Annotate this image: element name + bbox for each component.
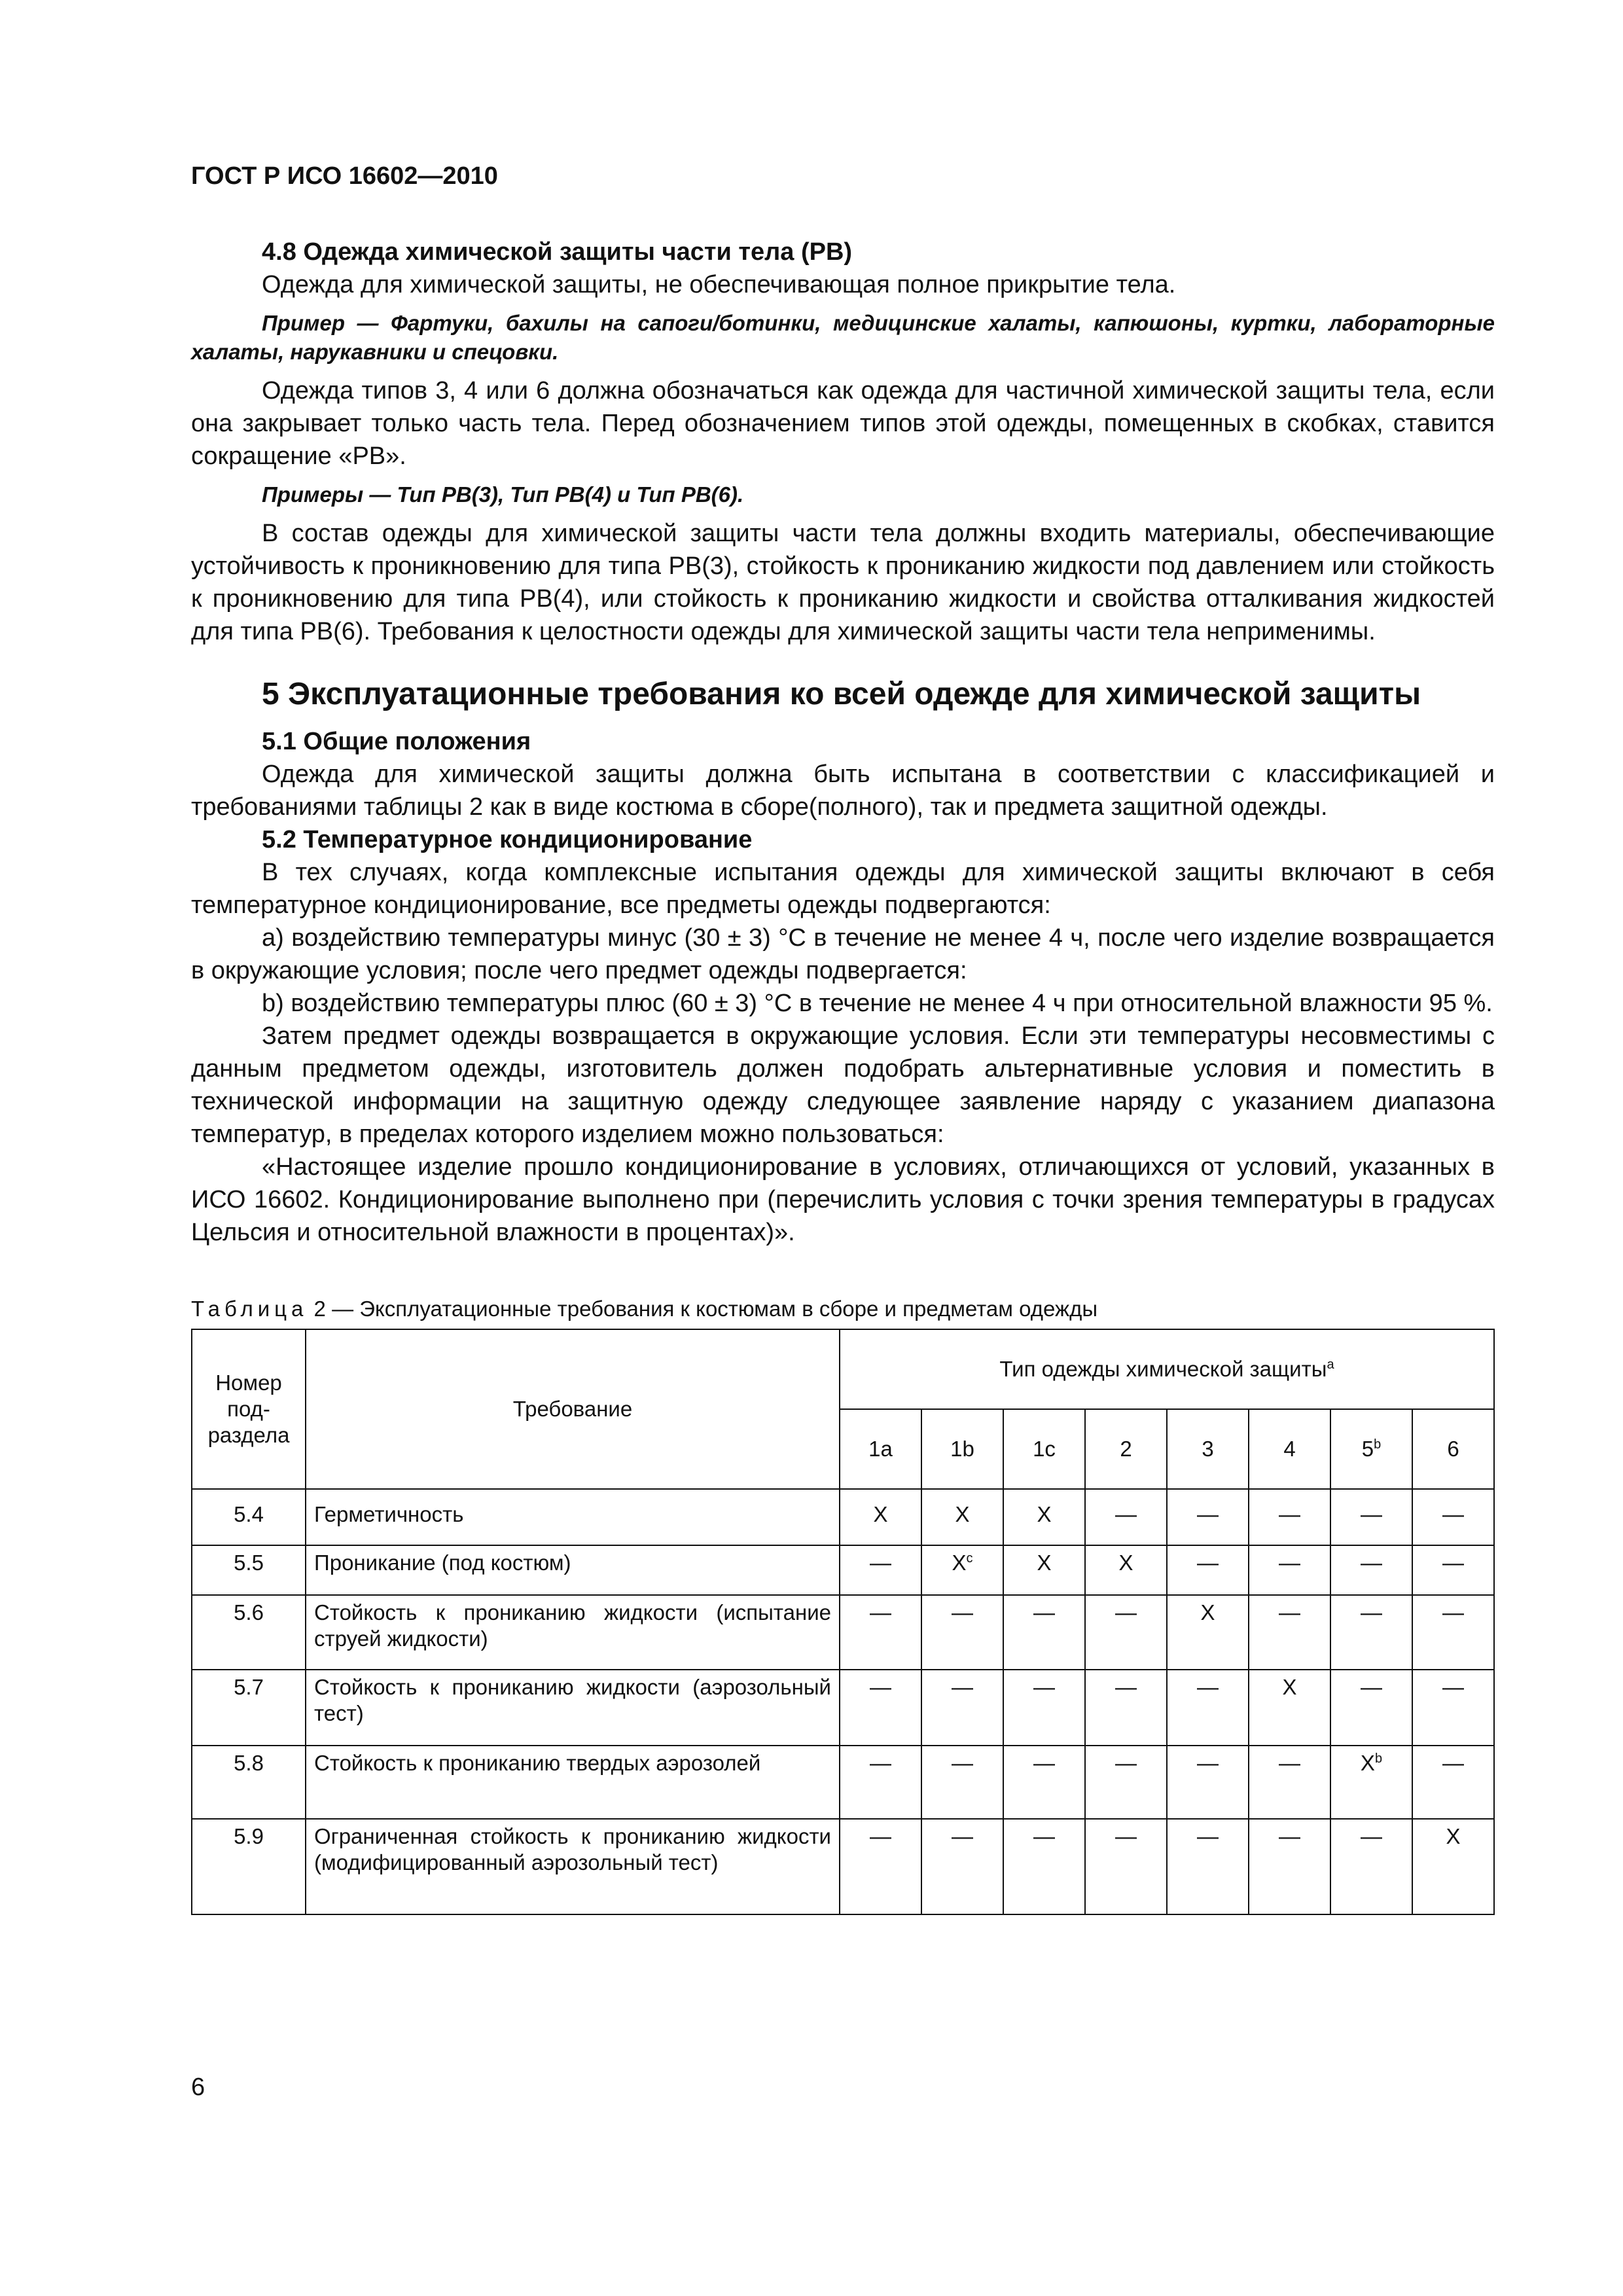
row-requirement: Герметичность: [306, 1489, 840, 1545]
type-mark: —: [1412, 1670, 1494, 1746]
page-number: 6: [191, 2073, 205, 2101]
type-mark: —: [921, 1670, 1003, 1746]
requirements-table: [191, 1329, 1495, 1915]
type-header: 1b: [921, 1409, 1003, 1489]
type-mark: —: [1249, 1746, 1330, 1819]
type-mark: —: [1003, 1746, 1085, 1819]
type-mark: X: [1085, 1545, 1167, 1595]
column-header-type-label: Тип одежды химической защиты: [999, 1357, 1327, 1381]
row-requirement: Стойкость к прониканию твердых аэрозолей: [306, 1746, 840, 1819]
type-mark: —: [1085, 1595, 1167, 1670]
type-mark: —: [1003, 1670, 1085, 1746]
type-mark: —: [1167, 1489, 1249, 1545]
type-mark: —: [1249, 1545, 1330, 1595]
type-mark-value: X: [1360, 1751, 1375, 1775]
footnote-marker: a: [1327, 1357, 1334, 1372]
type-mark: —: [1167, 1746, 1249, 1819]
row-number: 5.6: [192, 1595, 306, 1670]
type-mark: X: [840, 1489, 921, 1545]
column-header-type: [840, 1329, 1494, 1409]
type-header: 1c: [1003, 1409, 1085, 1489]
type-mark: —: [921, 1819, 1003, 1914]
table-caption: [191, 1295, 1495, 1323]
row-requirement: Стойкость к прониканию жидкости (испытание струей жидкости): [306, 1595, 840, 1670]
section-4-8-paragraph-3: В состав одежды для химической защиты части тела должны входить материалы, обеспечивающие устойчивость к проникновению для типа PB(3), стойкость к проникaнию жидкости под давлением или стойкость к проникновению для типа PB(4), или стойкость к проникaнию жидкости и свойства отталкивания жидкостей для типа PB(6). Требования к целостности одежды для химической защиты части тела неприменимы.: [191, 520, 1495, 645]
column-header-requirement: Требование: [306, 1329, 840, 1489]
type-mark: —: [840, 1545, 921, 1595]
type-mark: —: [1412, 1489, 1494, 1545]
type-mark: —: [921, 1595, 1003, 1670]
type-mark: —: [1330, 1489, 1412, 1545]
type-mark: —: [1249, 1819, 1330, 1914]
type-mark: X: [1003, 1489, 1085, 1545]
section-5-2-paragraph-3: «Настоящее изделие прошло кондиционирование в условиях, отличающихся от условий, указанных в ИСО 16602. Кондиционирование выполнено при (перечислить условия с точки зрения температуры в градусах Цельсия и относительной влажности в процентах)».: [191, 1153, 1495, 1246]
type-mark: —: [1085, 1670, 1167, 1746]
table-row: [192, 1819, 1494, 1914]
type-mark: —: [1330, 1545, 1412, 1595]
type-mark: X: [1412, 1819, 1494, 1914]
row-number: 5.5: [192, 1545, 306, 1595]
type-mark: —: [1330, 1595, 1412, 1670]
type-mark: —: [1249, 1595, 1330, 1670]
section-5-2-heading: 5.2 Температурное кондиционирование: [262, 826, 753, 853]
section-4-8-definition: Одежда для химической защиты, не обеспечивающая полное прикрытие тела.: [262, 271, 1176, 298]
footnote-marker: b: [1374, 1437, 1382, 1452]
type-mark: —: [1167, 1819, 1249, 1914]
type-header: 1a: [840, 1409, 921, 1489]
type-mark: —: [1003, 1819, 1085, 1914]
section-4-8-example: Пример — Фартуки, бахилы на сапоги/ботинки, медицинские халаты, капюшоны, куртки, лабораторные халаты, нарукавники и спецовки.: [191, 311, 1495, 364]
row-number: 5.7: [192, 1670, 306, 1746]
type-header: 4: [1249, 1409, 1330, 1489]
type-header: [1330, 1409, 1412, 1489]
section-5-2-item-a: а) воздействию температуры минус (30 ± 3) °С в течение не менее 4 ч, после чего изделие возвращается в окружающие условия; после чего предмет одежды подвергается:: [191, 924, 1495, 984]
type-mark: —: [840, 1819, 921, 1914]
row-requirement: Проникание (под костюм): [306, 1545, 840, 1595]
type-mark: —: [1330, 1819, 1412, 1914]
section-5-1-heading: 5.1 Общие положения: [262, 728, 531, 755]
type-header: 6: [1412, 1409, 1494, 1489]
footnote-marker: b: [1374, 1751, 1383, 1766]
type-mark-value: X: [952, 1551, 967, 1575]
type-mark: [921, 1545, 1003, 1595]
type-mark: X: [1003, 1545, 1085, 1595]
table-caption-text: 2 — Эксплуатационные требования к костюмам в сборе и предметам одежды: [308, 1297, 1098, 1321]
type-mark: —: [1085, 1489, 1167, 1545]
table-row: [192, 1545, 1494, 1595]
footnote-marker: c: [966, 1551, 973, 1566]
page-content: [191, 236, 1495, 1915]
table-row: [192, 1746, 1494, 1819]
section-5-1-paragraph: Одежда для химической защиты должна быть испытана в соответствии с классификацией и требованиями таблицы 2 как в виде костюма в сборе(полного), так и предмета защитной одежды.: [191, 761, 1495, 821]
section-5-2-item-b: b) воздействию температуры плюс (60 ± 3) °С в течение не менее 4 ч при относительной влажности 95 %.: [262, 990, 1493, 1017]
type-mark: X: [921, 1489, 1003, 1545]
type-mark: —: [1330, 1670, 1412, 1746]
section-4-8-examples: Примеры — Тип PB(3), Тип PB(4) и Тип PB(6).: [262, 482, 744, 507]
table-row: [192, 1595, 1494, 1670]
type-mark: —: [1085, 1746, 1167, 1819]
table-caption-label: Таблица: [191, 1297, 308, 1321]
type-mark: —: [1085, 1819, 1167, 1914]
type-mark: —: [1412, 1746, 1494, 1819]
type-mark: —: [1412, 1595, 1494, 1670]
type-mark: X: [1167, 1595, 1249, 1670]
section-5-2-paragraph-1: В тех случаях, когда комплексные испытания одежды для химической защиты включают в себя температурное кондиционирование, все предметы одежды подвергаются:: [191, 859, 1495, 919]
table-row: [192, 1489, 1494, 1545]
section-5-2-paragraph-2: Затем предмет одежды возвращается в окружающие условия. Если эти температуры несовместимы с данным предметом одежды, изготовитель должен подобрать альтернативные условия и поместить в технической информации на защитную одежду следующее заявление наряду с указанием диапазона температур, в пределах которого изделием можно пользоваться:: [191, 1022, 1495, 1148]
type-mark: X: [1249, 1670, 1330, 1746]
row-number: 5.4: [192, 1489, 306, 1545]
section-5-heading: 5 Эксплуатационные требования ко всей одежде для химической защиты: [262, 677, 1421, 711]
row-requirement: Ограниченная стойкость к прониканию жидкости (модифицированный аэрозольный тест): [306, 1819, 840, 1914]
document-header: ГОСТ Р ИСО 16602—2010: [191, 162, 498, 190]
row-number: 5.8: [192, 1746, 306, 1819]
type-mark: —: [1167, 1670, 1249, 1746]
table-row: [192, 1670, 1494, 1746]
type-mark: —: [840, 1670, 921, 1746]
type-mark: —: [840, 1746, 921, 1819]
type-mark: —: [1249, 1489, 1330, 1545]
type-header-label: 5: [1361, 1437, 1374, 1461]
type-mark: —: [921, 1746, 1003, 1819]
type-mark: [1330, 1746, 1412, 1819]
type-mark: —: [840, 1595, 921, 1670]
section-4-8-heading: 4.8 Одежда химической защиты части тела (PB): [262, 238, 853, 266]
type-header: 3: [1167, 1409, 1249, 1489]
type-mark: —: [1412, 1545, 1494, 1595]
type-mark: —: [1167, 1545, 1249, 1595]
column-header-number: Номер под-раздела: [192, 1329, 306, 1489]
type-mark: —: [1003, 1595, 1085, 1670]
row-requirement: Стойкость к прониканию жидкости (аэрозольный тест): [306, 1670, 840, 1746]
row-number: 5.9: [192, 1819, 306, 1914]
section-4-8-paragraph-2: Одежда типов 3, 4 или 6 должна обозначаться как одежда для частичной химической защиты тела, если она закрывает только часть тела. Перед обозначением типов этой одежды, помещенных в скобках, ставится сокращение «PB».: [191, 377, 1495, 470]
type-header: 2: [1085, 1409, 1167, 1489]
